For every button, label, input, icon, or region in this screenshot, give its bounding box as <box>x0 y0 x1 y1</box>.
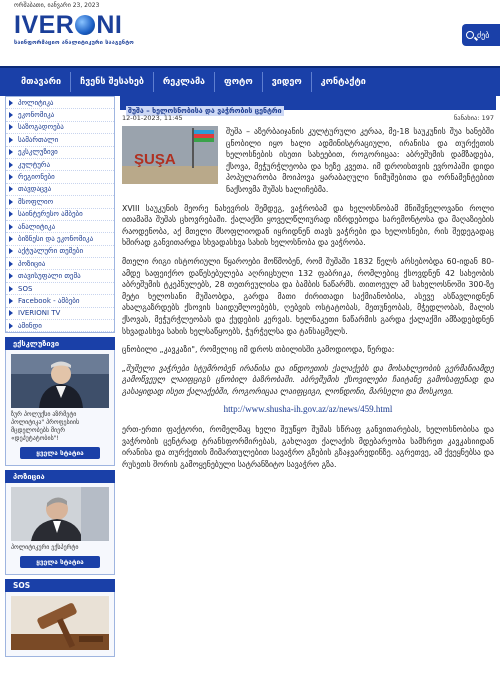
position-box-title: პოზიცია <box>5 470 115 483</box>
exclusive-photo[interactable] <box>11 354 109 408</box>
sidebar-item[interactable]: მსოფლიო <box>6 196 114 208</box>
nav-item-photo[interactable]: ფოტო <box>215 72 263 92</box>
sidebar-item[interactable]: ანალიტიკა <box>6 221 114 233</box>
sidebar-item[interactable]: IVERIONI TV <box>6 308 114 320</box>
arrow-icon <box>9 174 13 180</box>
nav-item-contact[interactable]: კონტაქტი <box>320 77 366 87</box>
sidebar-item[interactable]: პოზიცია <box>6 258 114 270</box>
exclusive-box-title: ექსკლუზივი <box>5 337 115 350</box>
globe-icon <box>75 15 95 35</box>
image-text: ŞUŞA <box>134 151 176 168</box>
article-image[interactable] <box>122 126 218 184</box>
sidebar-item[interactable]: ბიზნესი და ეკონომიკა <box>6 233 114 245</box>
arrow-icon <box>9 124 13 130</box>
article-body <box>120 126 496 470</box>
arrow-icon <box>9 211 13 217</box>
nav-item-video[interactable]: ვიდეო <box>263 72 312 92</box>
arrow-icon <box>9 100 13 106</box>
sidebar-item[interactable]: თავისუფალი თემა <box>6 270 114 282</box>
sidebar-item[interactable]: პოლიტიკა <box>6 97 114 109</box>
article-paragraph: ერთ-ერთი ფაქტორი, რომელმაც ხელი შეუწყო შუშას სწრაფ განვითარებას, ხელოსნობისა და ვაჭრობის ცენტრად ტრანსფორმირებას, გახლავთ ქალაქის მდებარეობა სამხრეთ კავკასიიდან ირანისა და თურქეთის მიმართულებით სავაჭრო გზების გზაჯვარედინზე. აგრეთვე, ამ ქვეყნებსა და რუსეთს შორის გამოყენებული სატრანზიტო სავაჭრო გზა. <box>122 425 494 469</box>
article-paragraph: XVIII საუკუნის მეორე ნახევრის შემდეგ, ვაჭრობამ და ხელოსნობამ მნიშვნელოვანი როლი ითამაშა შუშას ცხოვრებაში. ქალაქში ყოველწლიურად იზრდებოდა სარემონტოსა და მაღაზიების რაოდენობა, აქ მთელი მსოფლიოდან იყრიდნენ თავს ვაჭრები და ხელოსნები, რის შედეგადაც ხშირად განვითარდა სხვადასხვა სახის ხელოსნობა და ვაჭრობა. <box>122 203 494 248</box>
sidebar-item[interactable]: რეგიონები <box>6 171 114 183</box>
category-menu <box>5 96 115 333</box>
sidebar-item[interactable]: SOS <box>6 283 114 295</box>
arrow-icon <box>9 199 13 205</box>
position-box <box>5 483 115 575</box>
site-logo[interactable] <box>14 12 136 52</box>
arrow-icon <box>9 273 13 279</box>
arrow-icon <box>9 149 13 155</box>
arrow-icon <box>9 310 13 316</box>
sidebar-item[interactable]: ამინდი <box>6 320 114 332</box>
all-articles-button[interactable]: ყველა სტატია <box>20 447 100 459</box>
arrow-icon <box>9 323 13 329</box>
article-paragraph: ცნობილი „კავკაზი", რომელიც იმ დროს თბილისში გამოდიოდა, წერდა: <box>122 345 395 355</box>
sidebar-item[interactable]: კულტურა <box>6 159 114 171</box>
sos-box-title: SOS <box>5 579 115 592</box>
nav-item-about[interactable]: ჩვენს შესახებ <box>71 72 154 92</box>
arrow-icon <box>9 261 13 267</box>
article-date: 12-01-2023, 11:45 <box>122 114 183 122</box>
sidebar-item[interactable]: საინტერესო ამბები <box>6 209 114 221</box>
exclusive-caption[interactable]: ზურ პოლუქსი აზრმეტი პოლიტიკა" პროფესიის მცდელობებს მიერ «დეპუტატობის"! <box>11 411 80 443</box>
all-articles-button[interactable]: ყველა სტატია <box>20 556 100 568</box>
arrow-icon <box>9 224 13 230</box>
article-paragraph: შუშა – აზერბაიჯანის კულტურული კერაა, მე-18 საუკუნის შუა ხანებში ცნობილი იყო ხალი ადმინისტრაციული, ირანისა და თურქეთის ხელოსნების ისეთი სახეებით, როგორიცაა: აბრეშუმის დამზადება, ქსოვა, მეჭურჭლეობა და ხეზე კვეთა. იმ დროისთვის ევროპაში დიდი პოპულარობა მოიპოვა ყარაბაღული ნიმუშებითა და ორნამენტებით ნაქსოვმა შუშას ხალიჩებმა. <box>226 127 494 194</box>
arrow-icon <box>9 298 13 304</box>
nav-item-advertising[interactable]: რეკლამა <box>154 72 215 92</box>
exclusive-box <box>5 350 115 466</box>
sidebar-item[interactable]: Facebook - ამბები <box>6 295 114 307</box>
arrow-icon <box>9 286 13 292</box>
nav-item-home[interactable]: მთავარი <box>12 72 71 92</box>
search-button[interactable] <box>462 24 500 46</box>
main-nav <box>0 66 500 96</box>
logo-wordmark: IVER NI <box>14 11 123 39</box>
article-area <box>120 96 496 477</box>
search-label: ძებ <box>477 30 490 40</box>
arrow-icon <box>9 162 13 168</box>
sos-box <box>5 592 115 657</box>
sidebar-item[interactable]: აქტუალური თემები <box>6 246 114 258</box>
sidebar <box>5 96 115 657</box>
article-title[interactable]: შუშა – ხელოსნობისა და ვაჭრობის ცენტრი <box>128 107 282 115</box>
arrow-icon <box>9 248 13 254</box>
article-quote: „შუშელი ვაჭრები სტუმრობენ ირანისა და ინდოეთის ქალაქებს და მოსახლეობის გერმანიამდე გამოწვეულ ლაიფციგს ცნობილ ბაზრობაში. აბრეშუმის ქსოვილები ჩაიტანე გამოსაფენად და გასაყიდად ისეთ ქალაქებში, როგორიცაა ლაიფციგი, ლონდონი, მარსელი და მოსკოვი. <box>122 363 494 396</box>
arrow-icon <box>9 112 13 118</box>
arrow-icon <box>9 137 13 143</box>
sidebar-item[interactable]: სამართალი <box>6 134 114 146</box>
position-photo[interactable] <box>11 487 109 541</box>
arrow-icon <box>9 186 13 192</box>
header-date: ორშაბათი, იანვარი 23, 2023 <box>14 2 100 9</box>
article-paragraph: მთელი რიგი ისტორიული წყაროები მოწმობენ, რომ შუშაში 1832 წელს არსებობდა 60-იდან 80-ამდე საფეიქრო დაწესებულება აღრიცხული 132 ფაბრიკა, რომლებიც ქსოვდნენ 42 სახეობის აბრეშუმის ტკეპნულებს, 28 თეთრეულისა და ბამბის ნაწარმს. თითოეულ ამ სახელოსნოში 300-ზე მეტი ხელოსანი მუშაობდა, გარდა მათი ძირითადი საქმიანობისა, ასევე ასწავლიდნენ ახალგაზრდებს ქსოვის საიდუმლოებებს, ღებვის ოსტატობას, მეთუნეობას, მჭედლობას, მალის ქსოვას, მეჭურჭლეობას და ქუდების კერვას. ხელნაკეთი ნაწარმის გარდა ქალაქში ამზადებდნენ სხვადასხვა სახის ხელსაწყოებს, ჭურჭელსა და ტანსაცმელს. <box>122 256 494 336</box>
article-title-bar <box>120 96 496 115</box>
sidebar-item[interactable]: ეკსკლუზივი <box>6 147 114 159</box>
arrow-icon <box>9 236 13 242</box>
source-link[interactable]: http://www.shusha-ih.gov.az/az/news/459.html <box>223 404 393 415</box>
sidebar-item[interactable]: საზოგადოება <box>6 122 114 134</box>
position-caption[interactable]: პოლიტიკური ექსპერტი <box>11 544 79 552</box>
logo-tagline: საინფორმაციო ანალიტიკური სააგენტო <box>14 40 134 46</box>
article-views: ნანახია: 197 <box>453 114 494 122</box>
sos-photo[interactable] <box>11 596 109 650</box>
sidebar-item[interactable]: თავდაცვა <box>6 184 114 196</box>
search-icon <box>466 31 474 39</box>
sidebar-item[interactable]: ეკონომიკა <box>6 109 114 121</box>
